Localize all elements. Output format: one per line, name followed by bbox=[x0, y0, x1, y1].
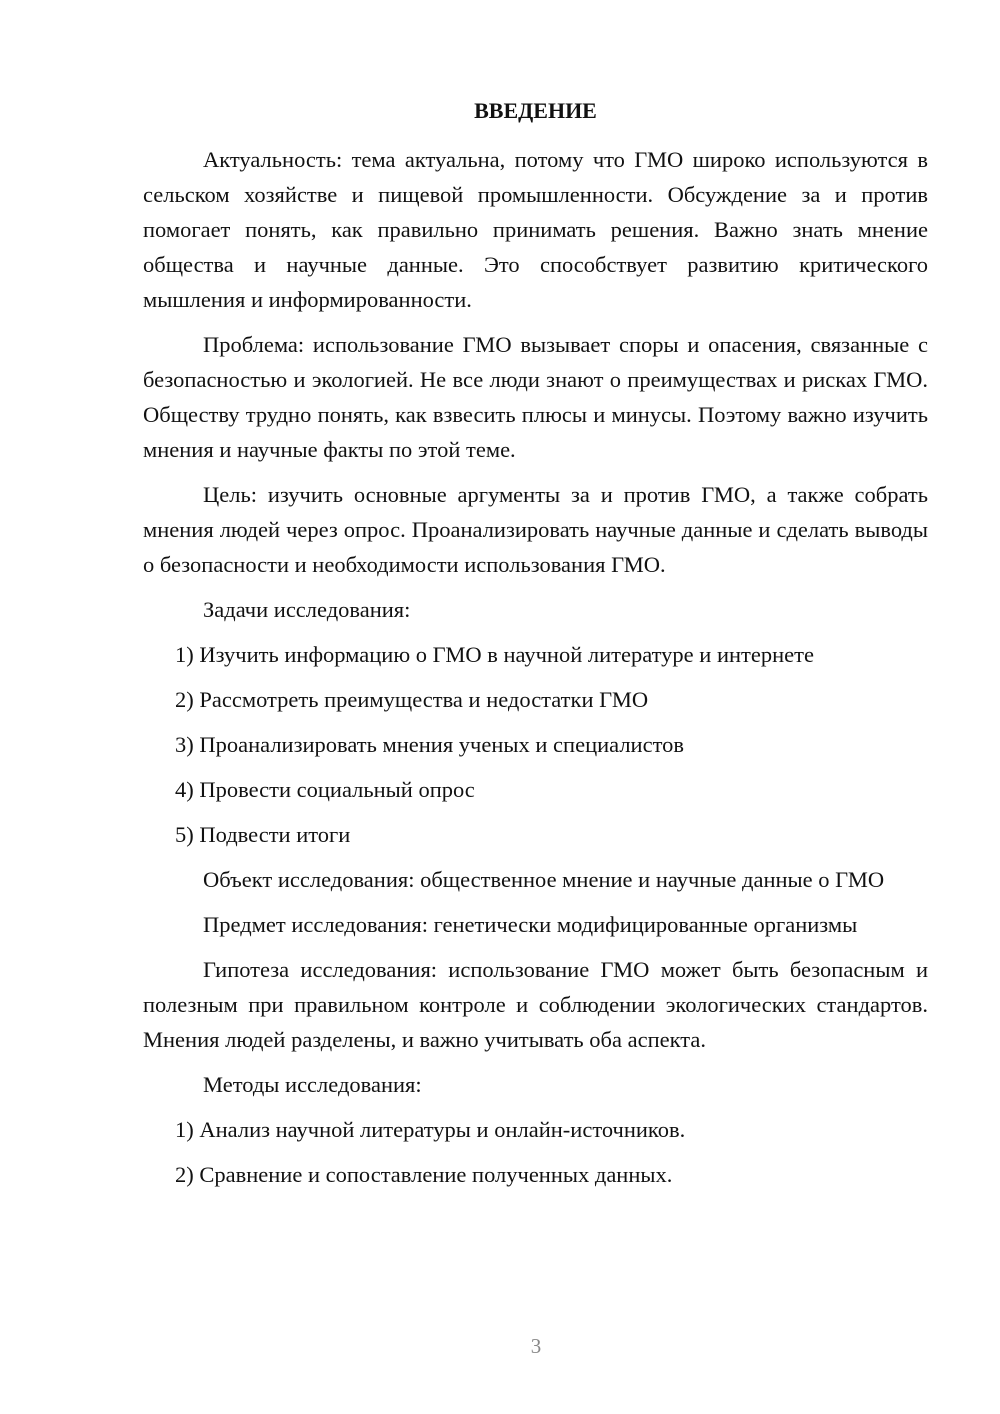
document-body bbox=[143, 93, 928, 1202]
paragraph-object: Объект исследования: общественное мнение и научные данные о ГМО bbox=[203, 867, 885, 892]
list-item-task-3: 3) Проанализировать мнения ученых и специалистов bbox=[175, 732, 684, 757]
list-item-task-5: 5) Подвести итоги bbox=[175, 822, 351, 847]
paragraph-subject: Предмет исследования: генетически модифицированные организмы bbox=[203, 912, 858, 937]
paragraph-relevance: Актуальность: тема актуальна, потому что ГМО широко используются в сельском хозяйстве и пищевой промышленности. Обсуждение за и против помогает понять, как правильно принимать решения. Важно знать мнение общества и научные данные. Это способствует развитию критического мышления и информированности. bbox=[143, 147, 928, 312]
page-number: 3 bbox=[530, 1334, 542, 1358]
paragraph-hypothesis: Гипотеза исследования: использование ГМО может быть безопасным и полезным при правильном контроле и соблюдении экологических стандартов. Мнения людей разделены, и важно учитывать оба аспекта. bbox=[143, 957, 928, 1052]
list-item-task-4: 4) Провести социальный опрос bbox=[175, 777, 475, 802]
list-item-task-1: 1) Изучить информацию о ГМО в научной литературе и интернете bbox=[175, 642, 814, 667]
list-item-task-2: 2) Рассмотреть преимущества и недостатки ГМО bbox=[175, 687, 649, 712]
paragraph-methods-heading: Методы исследования: bbox=[203, 1072, 422, 1097]
paragraph-problem: Проблема: использование ГМО вызывает споры и опасения, связанные с безопасностью и экологией. Не все люди знают о преимуществах и рисках ГМО. Обществу трудно понять, как взвесить плюсы и минусы. Поэтому важно изучить мнения и научные факты по этой теме. bbox=[143, 332, 928, 462]
paragraph-tasks-heading: Задачи исследования: bbox=[203, 597, 411, 622]
page-title: ВВЕДЕНИЕ bbox=[474, 98, 597, 123]
list-item-method-2: 2) Сравнение и сопоставление полученных данных. bbox=[175, 1162, 673, 1187]
list-item-method-1: 1) Анализ научной литературы и онлайн-источников. bbox=[175, 1117, 686, 1142]
paragraph-goal: Цель: изучить основные аргументы за и против ГМО, а также собрать мнения людей через опрос. Проанализировать научные данные и сделать выводы о безопасности и необходимости использования ГМО. bbox=[143, 482, 928, 577]
